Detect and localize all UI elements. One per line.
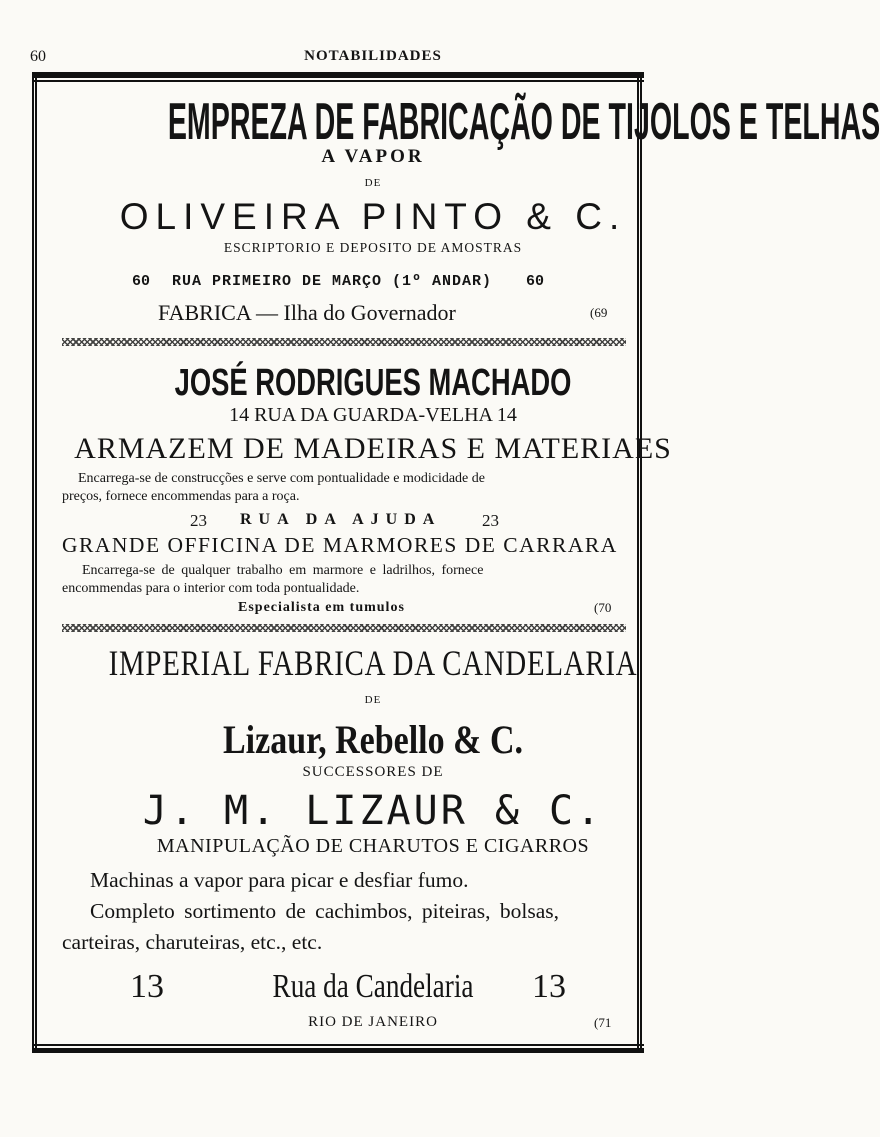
address-line: Rua da Candelaria bbox=[272, 968, 474, 1005]
address-line: RUA DA AJUDA bbox=[240, 511, 442, 528]
predecessor-firm: J. M. LIZAUR & C. bbox=[142, 788, 604, 834]
frame-top-rule bbox=[32, 72, 644, 78]
office-line: ESCRIPTORIO E DEPOSITO DE AMOSTRAS bbox=[223, 240, 523, 255]
advert-subtitle: A VAPOR bbox=[321, 146, 425, 167]
city-line: RIO DE JANEIRO bbox=[308, 1014, 438, 1030]
address-line: RUA PRIMEIRO DE MARÇO (1º ANDAR) bbox=[172, 273, 493, 290]
frame-bottom-rule-inner bbox=[32, 1044, 644, 1046]
description-line: Encarrega-se de qualquer trabalho em marmore e ladrilhos, fornece bbox=[82, 563, 484, 578]
firm-name: OLIVEIRA PINTO & C. bbox=[119, 196, 627, 237]
address-number-left: 23 bbox=[190, 511, 207, 530]
advert-reference: (70 bbox=[594, 600, 612, 615]
frame-top-rule-inner bbox=[32, 80, 644, 82]
advert-headline: EMPREZA DE FABRICAÇÃO DE TIJOLOS E TELHAS bbox=[167, 93, 880, 151]
description-line: preços, fornece encommendas para a roça. bbox=[62, 489, 300, 504]
page-number: 60 bbox=[30, 48, 46, 65]
advert-reference: (69 bbox=[590, 305, 608, 320]
address-number-right: 23 bbox=[482, 511, 499, 530]
running-title: NOTABILIDADES bbox=[304, 48, 442, 64]
advert-reference: (71 bbox=[594, 1015, 612, 1030]
frame-bottom-rule bbox=[32, 1048, 644, 1053]
factory-line: FABRICA — Ilha do Governador bbox=[158, 300, 456, 325]
description-line: Encarrega-se de construcções e serve com pontualidade e modicidade de bbox=[78, 471, 485, 486]
description-line: carteiras, charuteiras, etc., etc. bbox=[62, 930, 323, 954]
product-line: MANIPULAÇÃO DE CHARUTOS E CIGARROS bbox=[156, 835, 590, 857]
advert-headline: IMPERIAL FABRICA DA CANDELARIA bbox=[108, 643, 638, 683]
address-number-left: 13 bbox=[130, 968, 164, 1005]
advert-de: DE bbox=[364, 694, 382, 706]
firm-name: Lizaur, Rebello & C. bbox=[222, 717, 523, 762]
specialty-line: Especialista em tumulos bbox=[238, 600, 405, 615]
section-heading: ARMAZEM DE MADEIRAS E MATERIAES bbox=[74, 432, 672, 465]
description-line: encommendas para o interior com toda pontualidade. bbox=[62, 581, 360, 596]
advert-de: DE bbox=[364, 177, 382, 189]
section-heading: GRANDE OFFICINA DE MARMORES DE CARRARA bbox=[62, 533, 618, 557]
successors-line: SUCCESSORES DE bbox=[302, 764, 444, 780]
address-number-right: 13 bbox=[532, 968, 566, 1005]
wavy-divider bbox=[62, 338, 626, 346]
advert-headline: JOSÉ RODRIGUES MACHADO bbox=[174, 362, 572, 404]
address-number-right: 60 bbox=[526, 273, 545, 290]
wavy-divider bbox=[62, 624, 626, 632]
address-number-left: 60 bbox=[132, 273, 151, 290]
description-line: Completo sortimento de cachimbos, piteiras, bolsas, bbox=[90, 899, 560, 923]
address-line: 14 RUA DA GUARDA-VELHA 14 bbox=[229, 404, 517, 426]
description-line: Machinas a vapor para picar e desfiar fumo. bbox=[90, 868, 469, 892]
